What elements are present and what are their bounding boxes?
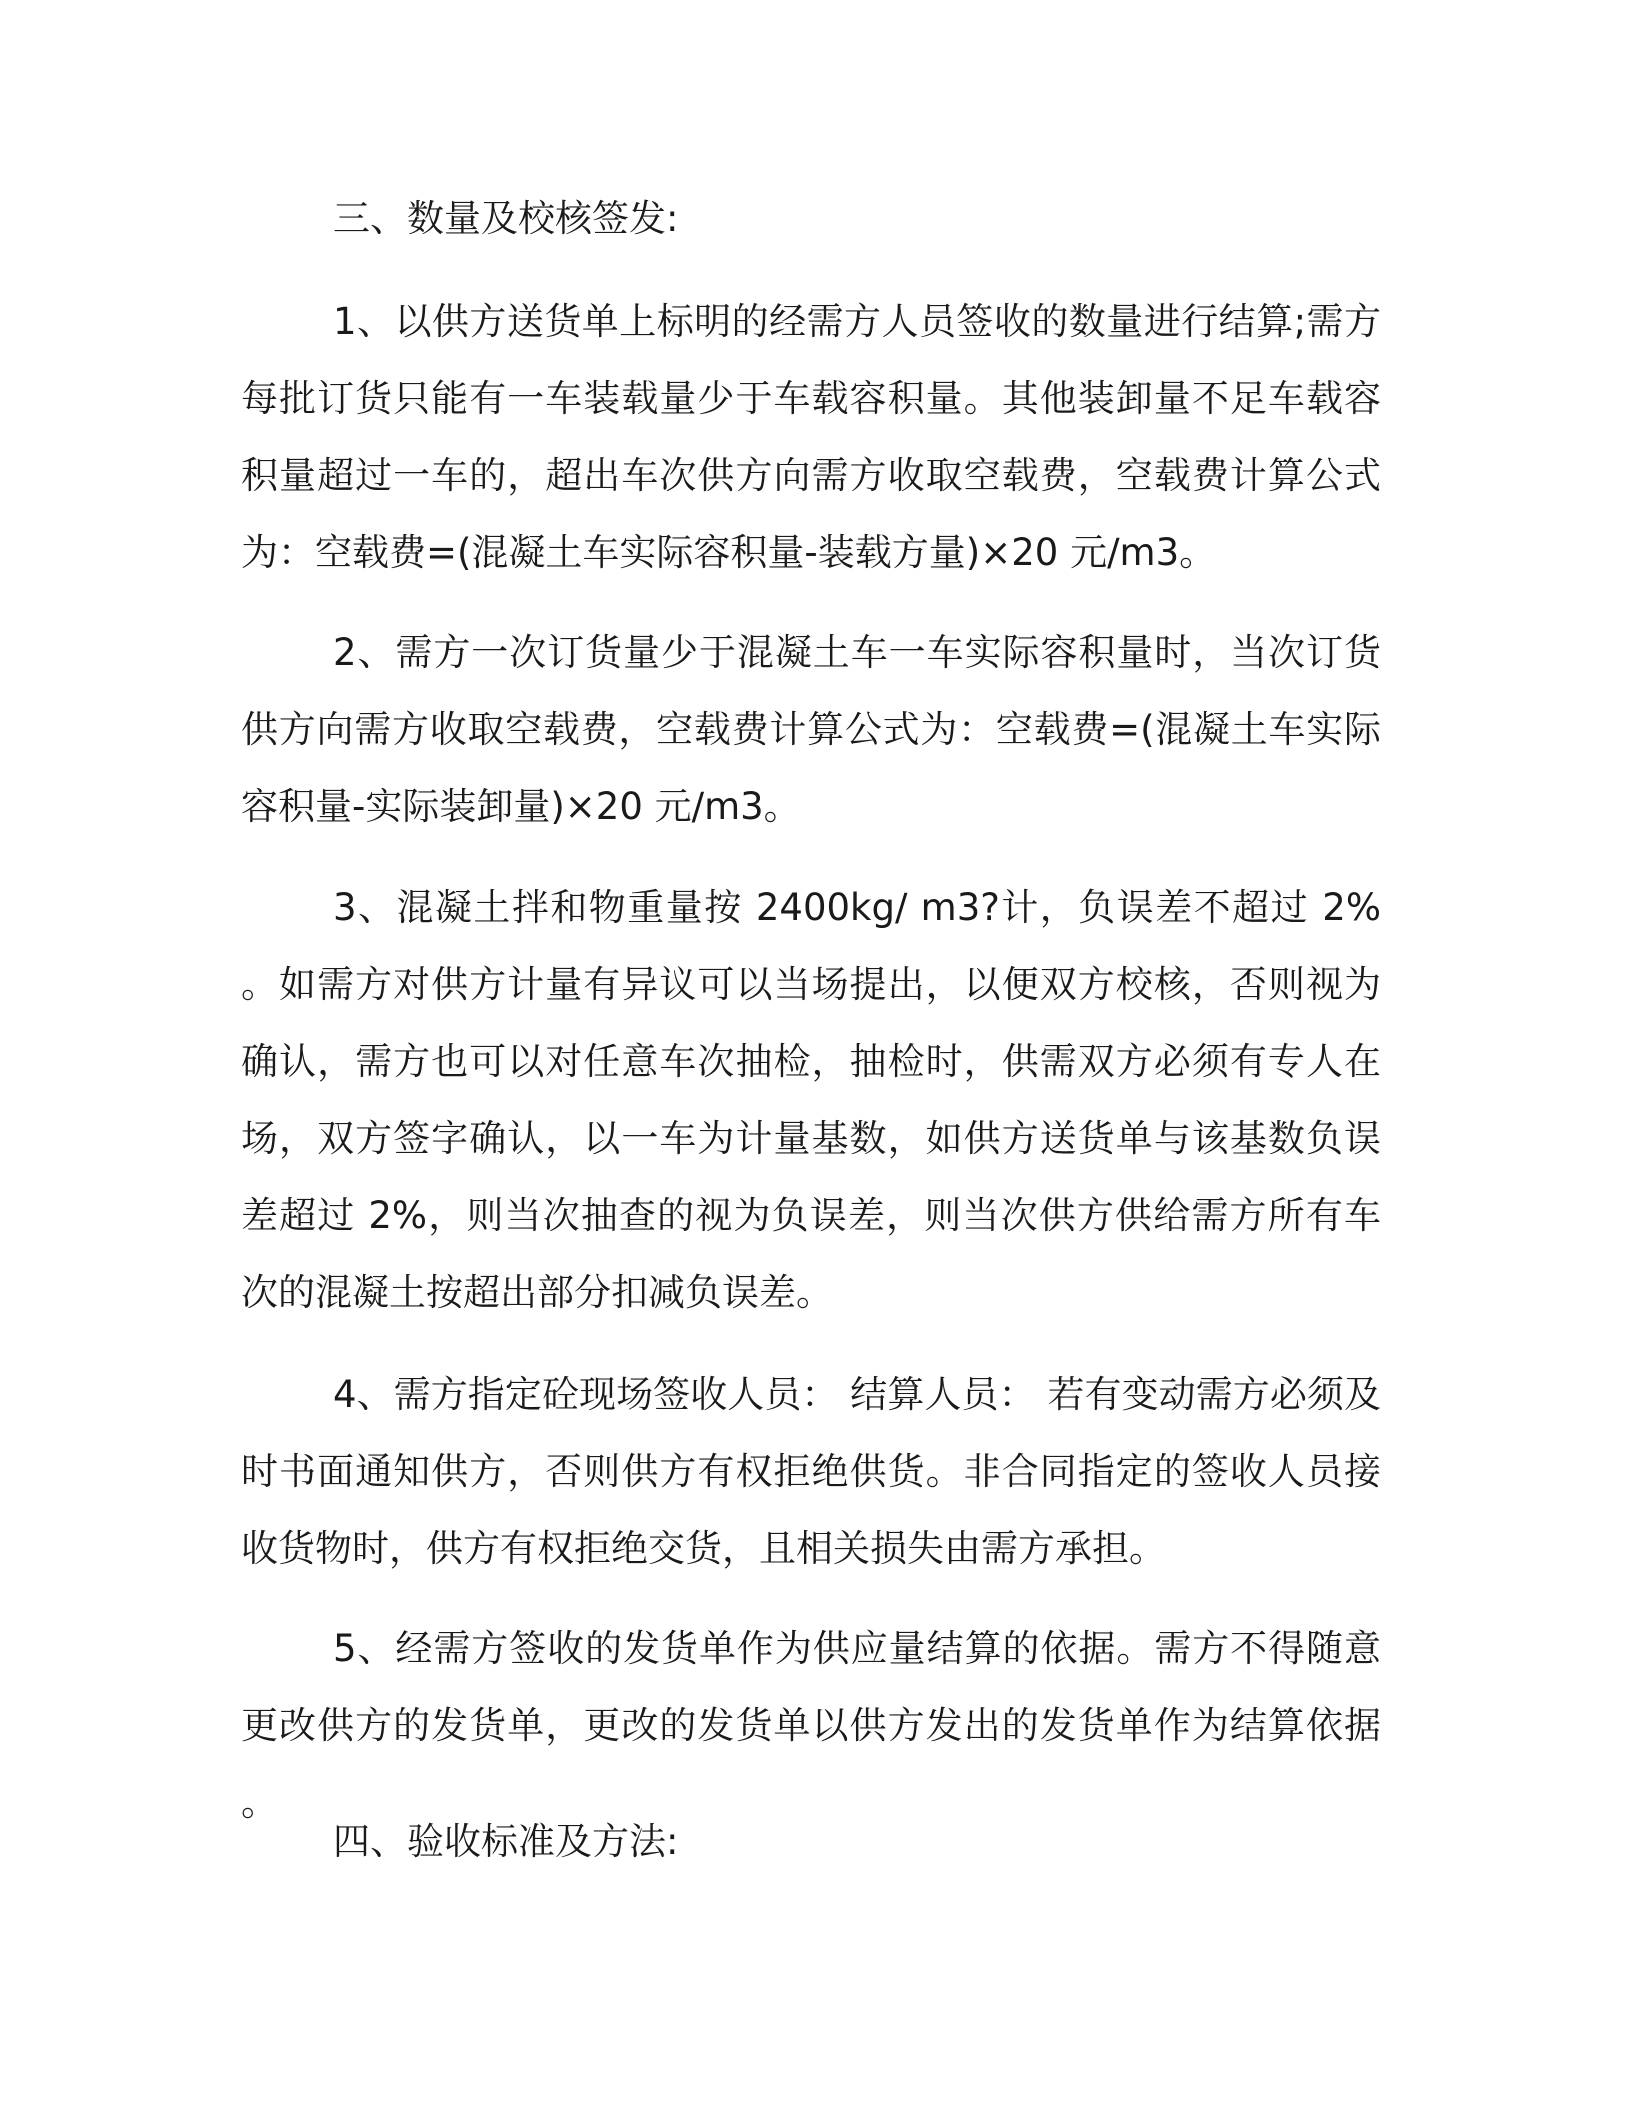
paragraph-1: 1、以供方送货单上标明的经需方人员签收的数量进行结算;需方每批订货只能有一车装载量少于车载容积量。其他装卸量不足车载容积量超过一车的，超出车次供方向需方收取空载费，空载费计算公式为：空载费=(混凝土车实际容积量-装载方量)×20 元/m3。	[241, 300, 1381, 574]
paragraph-5: 5、经需方签收的发货单作为供应量结算的依据。需方不得随意更改供方的发货单，更改的发货单以供方发出的发货单作为结算依据。	[241, 1627, 1381, 1824]
section-heading-quantity: 三、数量及校核签发:	[333, 197, 679, 240]
section-heading-acceptance: 四、验收标准及方法:	[333, 1820, 679, 1863]
paragraph-3: 3、混凝土拌和物重量按 2400kg/ m3?计，负误差不超过 2%。如需方对供方计量有异议可以当场提出，以便双方校核，否则视为确认，需方也可以对任意车次抽检，抽检时，供需双方必须有专人在场，双方签字确认，以一车为计量基数，如供方送货单与该基数负误差超过 2%，则当次抽查的视为负误差，则当次供方供给需方所有车次的混凝土按超出部分扣减负误差。	[241, 886, 1381, 1314]
paragraph-4: 4、需方指定砼现场签收人员： 结算人员： 若有变动需方必须及时书面通知供方，否则供方有权拒绝供货。非合同指定的签收人员接收货物时，供方有权拒绝交货，且相关损失由需方承担。	[241, 1373, 1381, 1570]
paragraph-2: 2、需方一次订货量少于混凝土车一车实际容积量时，当次订货供方向需方收取空载费，空载费计算公式为：空载费=(混凝土车实际容积量-实际装卸量)×20 元/m3。	[241, 631, 1381, 828]
